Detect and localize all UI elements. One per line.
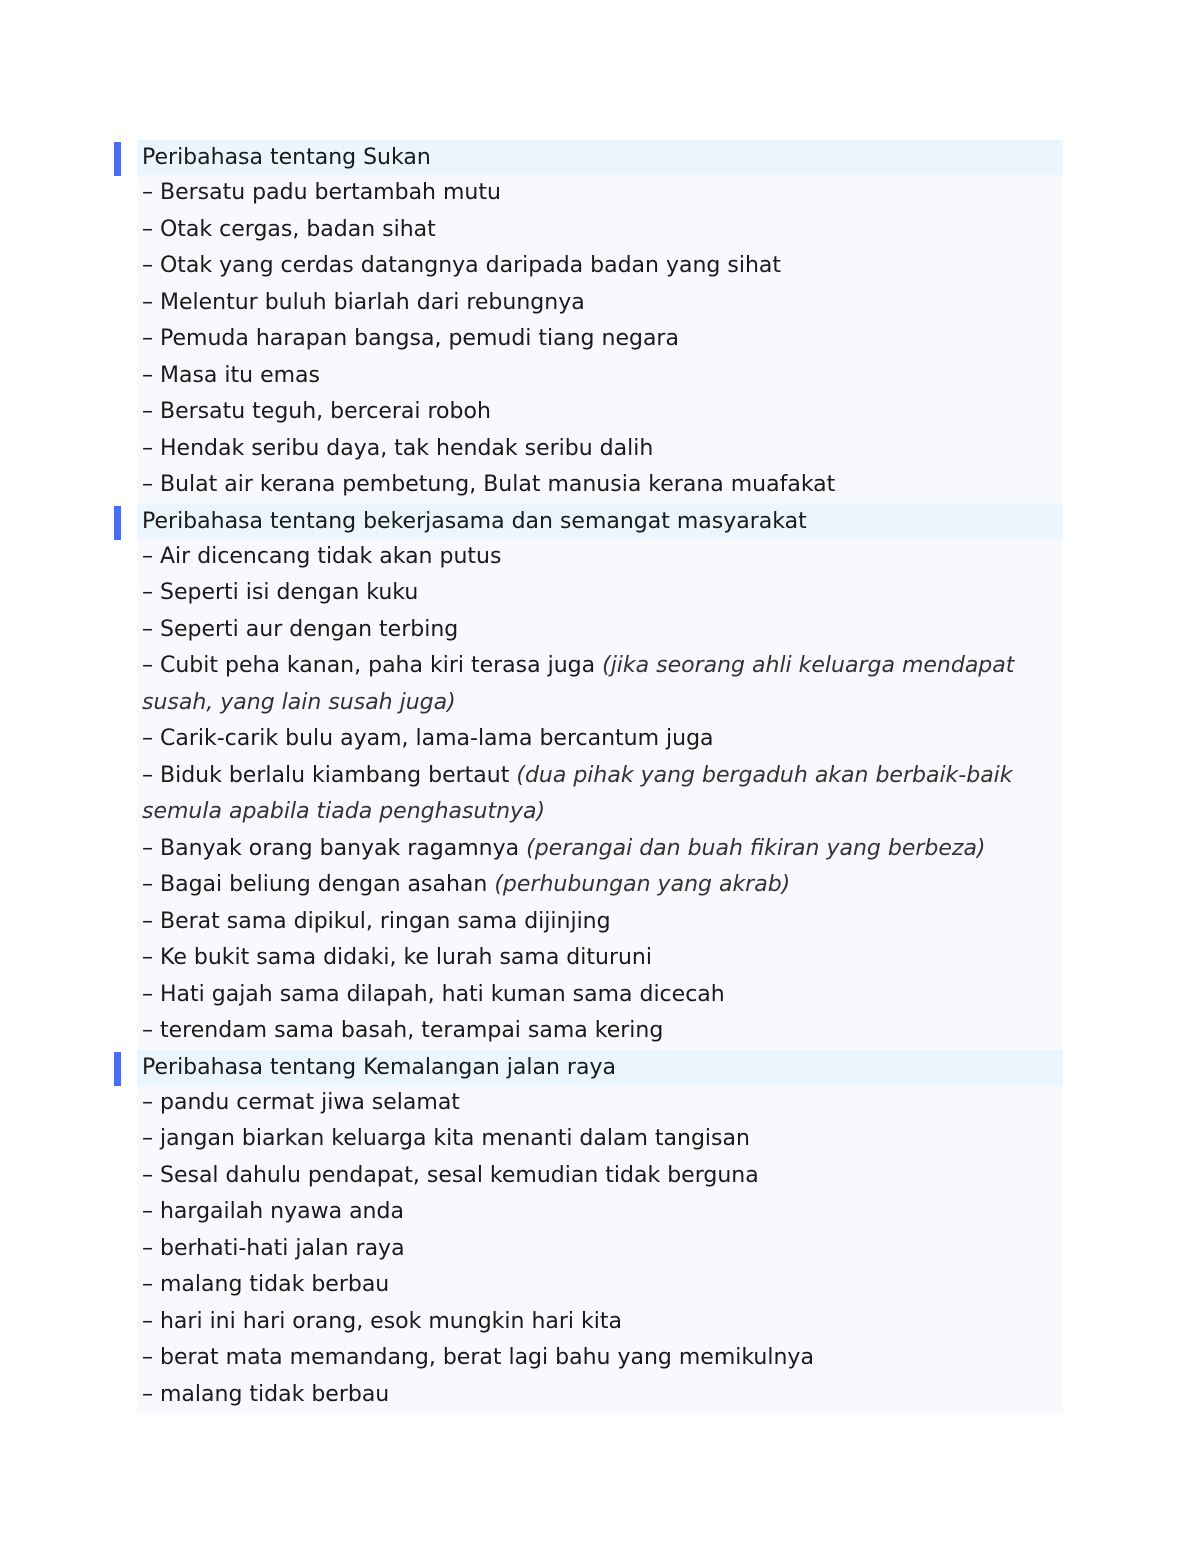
item-note: (perangai dan buah fikiran yang berbeza) [526, 835, 986, 861]
list-item: – Melentur buluh biarlah dari rebungnya [142, 289, 585, 315]
list-item: – Hati gajah sama dilapah, hati kuman sama dicecah [142, 981, 725, 1007]
section-heading-bekerjasama [137, 504, 1063, 539]
list-item: – Bersatu padu bertambah mutu [142, 180, 501, 205]
list-item: – pandu cermat jiwa selamat [142, 1089, 460, 1115]
list-item: – hargailah nyawa anda [142, 1199, 404, 1224]
list-item: – Bersatu teguh, bercerai roboh [142, 399, 491, 424]
list-item: – Seperti aur dengan terbing [142, 616, 459, 642]
list-item: – Biduk berlalu kiambang bertaut (dua pihak yang bergaduh akan berbaik-baik semula apabila tiada penghasutnya) [142, 762, 1013, 824]
list-item: – Carik-carik bulu ayam, lama-lama bercantum juga [142, 726, 714, 751]
list-item: – Air dicencang tidak akan putus [142, 543, 502, 569]
document-body [137, 140, 1063, 1413]
list-item: – jangan biarkan keluarga kita menanti dalam tangisan [142, 1126, 750, 1151]
list-item: – Ke bukit sama didaki, ke lurah sama dituruni [142, 945, 652, 970]
list-item: – Berat sama dipikul, ringan sama dijinjing [142, 908, 611, 934]
list-item: – Sesal dahulu pendapat, sesal kemudian tidak berguna [142, 1162, 759, 1188]
item-note: (perhubungan yang akrab) [494, 872, 791, 897]
list-item: – Hendak seribu daya, tak hendak seribu dalih [142, 435, 654, 461]
section-heading-text: Peribahasa tentang Kemalangan jalan raya [142, 1054, 616, 1080]
list-item: – Seperti isi dengan kuku [142, 580, 419, 605]
list-item: – Cubit peha kanan, paha kiri terasa juga (jika seorang ahli keluarga mendapat susah, yang lain susah juga) [142, 653, 1015, 715]
item-note: (jika seorang ahli keluarga mendapat susah, yang lain susah juga) [142, 653, 1015, 715]
list-item: – malang tidak berbau [142, 1381, 390, 1407]
section-heading-text: Peribahasa tentang bekerjasama dan semangat masyarakat [142, 508, 807, 534]
section-heading-sukan [137, 140, 1063, 175]
section-accent-bar [114, 1052, 121, 1086]
section-accent-bar [114, 142, 121, 176]
section-accent-bar [114, 506, 121, 540]
list-item: – Bulat air kerana pembetung, Bulat manusia kerana muafakat [142, 472, 836, 497]
item-note: (dua pihak yang bergaduh akan berbaik-baik semula apabila tiada penghasutnya) [142, 762, 1013, 824]
list-item: – terendam sama basah, terampai sama kering [142, 1018, 664, 1043]
list-item: – Banyak orang banyak ragamnya (perangai dan buah fikiran yang berbeza) [142, 835, 986, 861]
list-item: – Otak yang cerdas datangnya daripada badan yang sihat [142, 253, 781, 278]
list-item: – hari ini hari orang, esok mungkin hari kita [142, 1308, 622, 1334]
list-item: – Bagai beliung dengan asahan (perhubungan yang akrab) [142, 872, 791, 897]
section-heading-kemalangan [137, 1050, 1063, 1085]
list-item: – berhati-hati jalan raya [142, 1235, 405, 1261]
list-item: – Pemuda harapan bangsa, pemudi tiang negara [142, 326, 679, 351]
list-item: – Masa itu emas [142, 362, 320, 388]
list-item: – Otak cergas, badan sihat [142, 216, 436, 242]
list-item: – berat mata memandang, berat lagi bahu yang memikulnya [142, 1345, 814, 1370]
list-item: – malang tidak berbau [142, 1272, 390, 1297]
section-heading-text: Peribahasa tentang Sukan [142, 145, 431, 170]
